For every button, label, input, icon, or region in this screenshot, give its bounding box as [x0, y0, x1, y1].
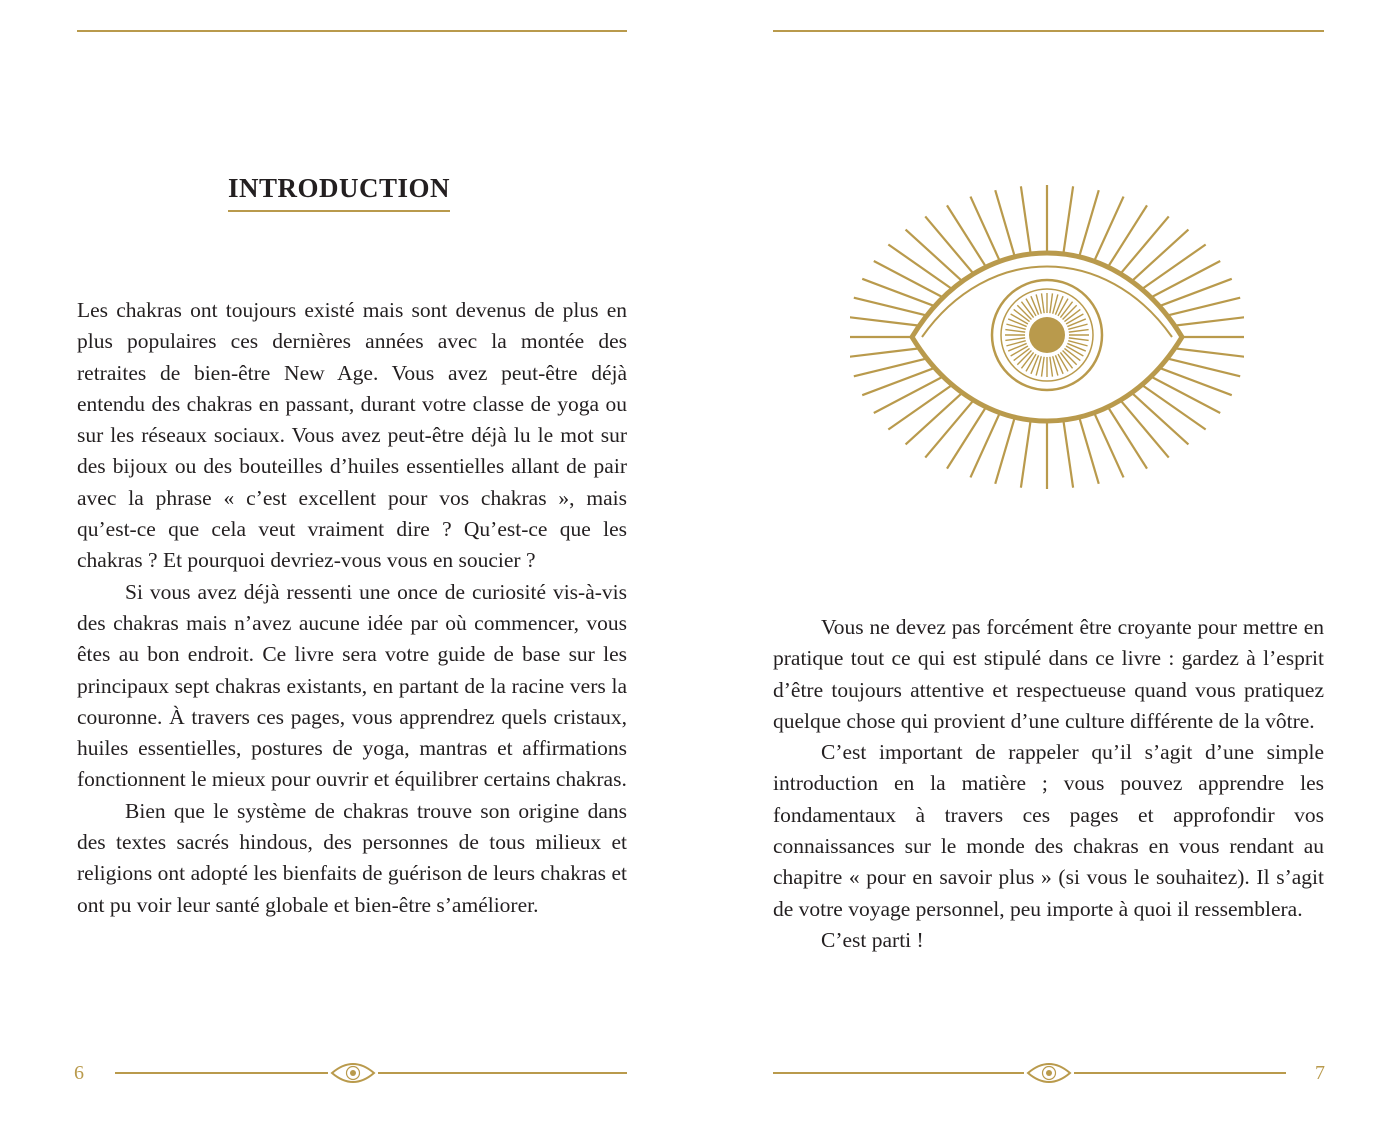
- paragraph: C’est important de rappeler qu’il s’agit d’une simple introduction en la matière ; vous pouvez apprendre les fondamentaux à travers ces pages et approfondir vos connaissances sur le monde des chakras en vous rendant au chapitre « pour en savoir plus » (si vous le souhaitez). Il s’agit de votre voyage personnel, peu importe à quoi il ressemblera.: [773, 740, 1324, 921]
- page-number: 7: [1315, 1062, 1325, 1084]
- footer-rule: [115, 1072, 328, 1074]
- top-rule: [773, 30, 1324, 32]
- paragraph: Vous ne devez pas forcément être croyante pour mettre en pratique tout ce qui est stipulé dans ce livre : gardez à l’esprit d’être toujours attentive et respectueuse quand vous pratiquez quelque chose qui provient d’une culture différente de la vôtre.: [773, 615, 1324, 733]
- page-footer: [773, 1058, 1325, 1090]
- paragraph: Bien que le système de chakras trouve son origine dans des textes sacrés hindous, des personnes de tous milieux et religions ont adopté les bienfaits de guérison de leurs chakras et ont pu voir leur santé globale et bien-être s’améliorer.: [77, 798, 627, 917]
- body-text: [773, 612, 1324, 956]
- right-page: [700, 0, 1400, 1133]
- eye-ornament-icon: [330, 1058, 376, 1088]
- footer-rule: [1074, 1072, 1286, 1074]
- paragraph: Les chakras ont toujours existé mais sont devenus de plus en plus populaires ces dernières années avec la montée des retraites de bien-être New Age. Vous avez peut-être déjà entendu des chakras en passant, durant votre classe de yoga ou sur les réseaux sociaux. Vous avez peut-être déjà lu le mot sur des bijoux ou des bouteilles d’huiles essentielles allant de pair avec la phrase « c’est excellent pour vos chakras », mais qu’est-ce que cela veut vraiment dire ? Qu’est-ce que les chakras ? Et pourquoi devriez-vous vous en soucier ?: [77, 298, 627, 573]
- paragraph: Si vous avez déjà ressenti une once de curiosité vis-à-vis des chakras mais n’avez aucune idée par où commencer, vous êtes au bon endroit. Ce livre sera votre guide de base sur les principaux sept chakras existants, en partant de la racine vers la couronne. À travers ces pages, vous apprendrez quels cristaux, huiles essentielles, postures de yoga, mantras et affirmations fonctionnent le mieux pour ouvrir et équilibrer certains chakras.: [77, 579, 627, 792]
- body-text: [77, 295, 627, 921]
- footer-rule: [378, 1072, 627, 1074]
- all-seeing-eye-icon: [850, 185, 1244, 495]
- top-rule: [77, 30, 627, 32]
- chapter-heading: INTRODUCTION: [228, 172, 450, 212]
- eye-ornament-icon: [1026, 1058, 1072, 1088]
- footer-rule: [773, 1072, 1024, 1074]
- paragraph: C’est parti !: [821, 927, 924, 952]
- page-footer: [74, 1058, 627, 1090]
- page-number: 6: [74, 1062, 84, 1084]
